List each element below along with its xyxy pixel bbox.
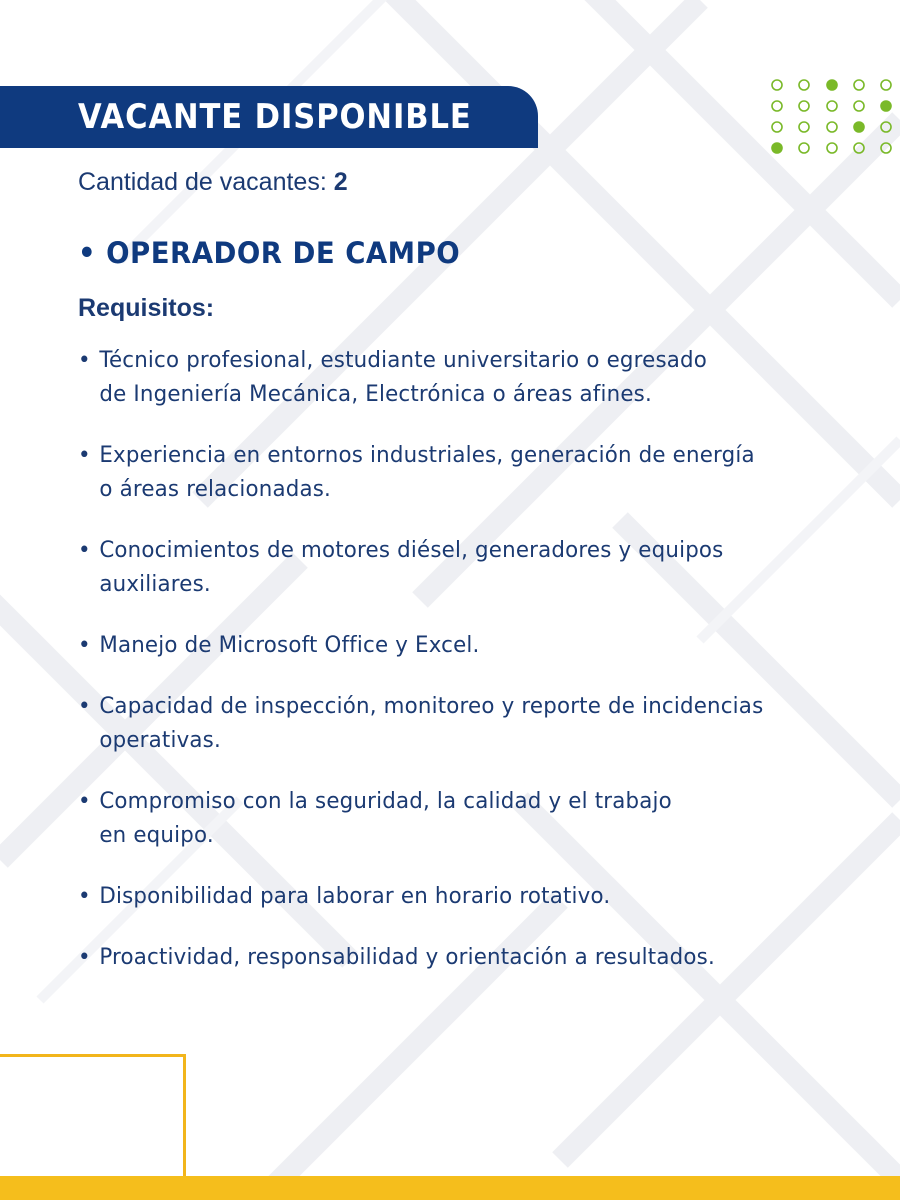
requirement-line: Manejo de Microsoft Office y Excel. [99,633,480,658]
bullet-icon: • [78,789,91,814]
bullet-icon: • [78,443,91,468]
requirement-item [78,785,815,853]
requirement-item [78,534,815,602]
requirement-line: Capacidad de inspección, monitoreo y reporte de incidencias [99,694,764,719]
requirement-line: operativas. [99,728,221,753]
page-title: VACANTE DISPONIBLE [78,97,472,137]
requirement-item [78,941,815,975]
requirement-item [78,629,815,663]
vacancy-count-label: Cantidad de vacantes: [78,168,327,196]
bullet-icon: • [78,945,91,970]
bullet-icon: • [78,348,91,373]
requirement-item [78,880,815,914]
requirements-heading: Requisitos: [78,294,215,322]
bullet-icon: • [78,884,91,909]
requirement-line: Proactividad, responsabilidad y orientación a resultados. [99,945,715,970]
bullet-icon: • [78,538,91,563]
dot-grid-decoration [770,78,900,158]
requirement-item [78,439,815,507]
requirements-list [78,344,838,975]
requirement-line: Técnico profesional, estudiante universitario o egresado [99,348,708,373]
vacancy-count-value: 2 [333,168,348,196]
requirement-item [78,344,815,412]
vacancy-count [78,168,348,197]
requirement-item [78,690,815,758]
requirement-line: en equipo. [99,823,214,848]
requirement-line: Compromiso con la seguridad, la calidad y el trabajo [99,789,672,814]
requirement-line: auxiliares. [99,572,211,597]
yellow-outline-box [0,1054,186,1194]
requirement-line: o áreas relacionadas. [99,477,332,502]
yellow-footer-band [0,1176,900,1200]
bullet-icon: • [78,633,91,658]
requirement-line: Conocimientos de motores diésel, generadores y equipos [99,538,724,563]
requirement-line: de Ingeniería Mecánica, Electrónica o áreas afines. [99,382,652,407]
bullet-icon: • [78,694,91,719]
position-title: • OPERADOR DE CAMPO [78,236,461,270]
requirement-line: Disponibilidad para laborar en horario rotativo. [99,884,611,909]
requirement-line: Experiencia en entornos industriales, generación de energía [99,443,755,468]
